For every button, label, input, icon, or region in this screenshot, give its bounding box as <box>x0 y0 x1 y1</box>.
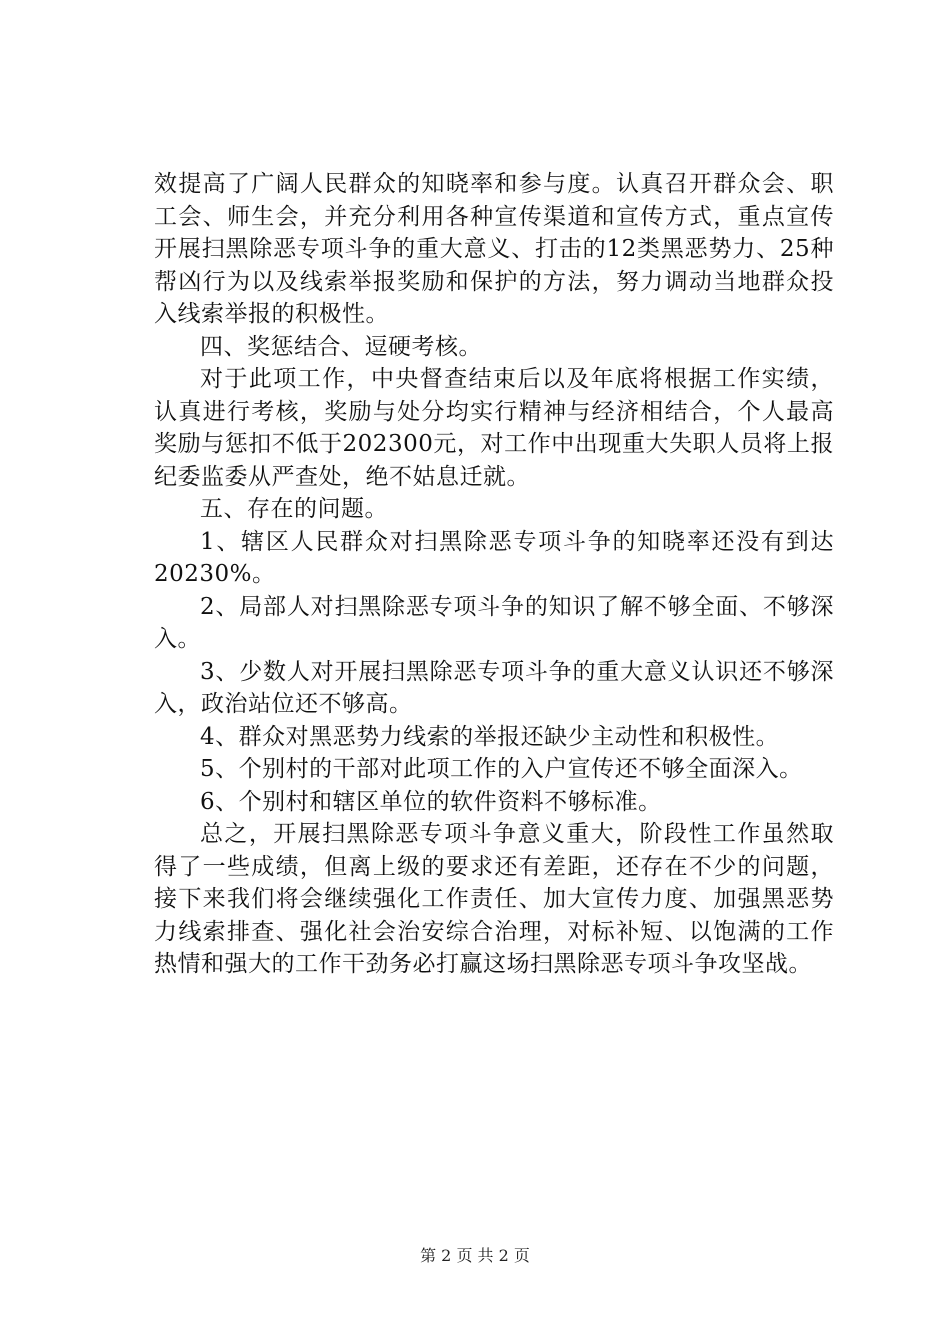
problem-item-3: 3、少数人对开展扫黑除恶专项斗争的重大意义认识还不够深入，政治站位还不够高。 <box>154 658 834 717</box>
page-footer: 第 2 页 共 2 页 <box>420 1246 530 1265</box>
paragraph-assessment: 对于此项工作，中央督查结束后以及年底将根据工作实绩，认真进行考核，奖励与处分均实行精神与经济相结合，个人最高奖励与惩扣不低于202300元，对工作中出现重大失职人员将上报纪委监委从严查处，绝不姑息迁就。 <box>154 366 834 490</box>
paragraph-conclusion: 总之，开展扫黑除恶专项斗争意义重大，阶段性工作虽然取得了一些成绩，但离上级的要求还有差距，还存在不少的问题，接下来我们将会继续强化工作责任、加大宣传力度、加强黑恶势力线索排查、强化社会治安综合治理，对标补短、以饱满的工作热情和强大的工作干劲务必打赢这场扫黑除恶专项斗争攻坚战。 <box>154 821 834 977</box>
section-heading-rewards: 四、奖惩结合、逗硬考核。 <box>200 333 482 360</box>
problem-item-1: 1、辖区人民群众对扫黑除恶专项斗争的知晓率还没有到达20230%。 <box>154 528 834 587</box>
problem-item-5: 5、个别村的干部对此项工作的入户宣传还不够全面深入。 <box>200 756 803 782</box>
document-body <box>154 168 834 981</box>
problem-item-6: 6、个别村和辖区单位的软件资料不够标准。 <box>200 788 662 815</box>
section-heading-problems: 五、存在的问题。 <box>200 496 388 522</box>
problem-item-2: 2、局部人对扫黑除恶专项斗争的知识了解不够全面、不够深入。 <box>154 593 834 652</box>
problem-item-4: 4、群众对黑恶势力线索的举报还缺少主动性和积极性。 <box>200 723 780 750</box>
paragraph-continuation: 效提高了广阔人民群众的知晓率和参与度。认真召开群众会、职工会、师生会，并充分利用各种宣传渠道和宣传方式，重点宣传开展扫黑除恶专项斗争的重大意义、打击的12类黑恶势力、25种帮凶行为以及线索举报奖励和保护的方法，努力调动当地群众投入线索举报的积极性。 <box>154 171 834 327</box>
